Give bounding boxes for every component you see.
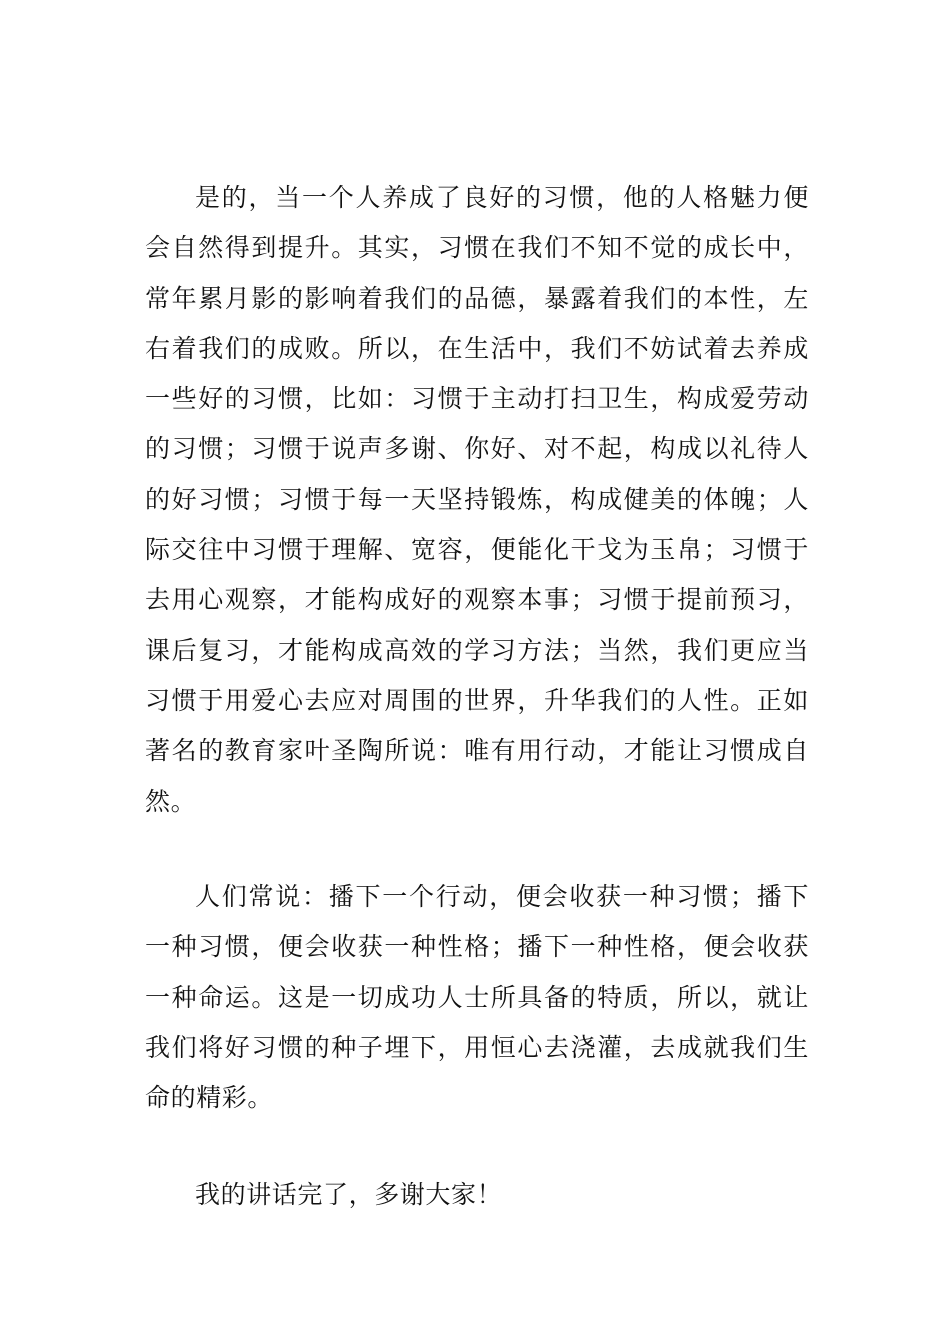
paragraph-saying: 人们常说：播下一个行动，便会收获一种习惯；播下一种习惯，便会收获一种性格；播下一种性格，便会收获一种命运。这是一切成功人士所具备的特质，所以，就让我们将好习惯的种子埋下，用恒心去浇灌，去成就我们生命的精彩。	[145, 882, 809, 1113]
paragraph-habits: 是的，当一个人养成了良好的习惯，他的人格魅力便会自然得到提升。其实，习惯在我们不知不觉的成长中，常年累月影的影响着我们的品德，暴露着我们的本性，左右着我们的成败。所以，在生活中，我们不妨试着去养成一些好的习惯，比如：习惯于主动打扫卫生，构成爱劳动的习惯；习惯于说声多谢、你好、对不起，构成以礼待人的好习惯；习惯于每一天坚持锻炼，构成健美的体魄；人际交往中习惯于理解、宽容，便能化干戈为玉帛；习惯于去用心观察，才能构成好的观察本事；习惯于提前预习，课后复习，才能构成高效的学习方法；当然，我们更应当习惯于用爱心去应对周围的世界，升华我们的人性。正如著名的教育家叶圣陶所说：唯有用行动，才能让习惯成自然。	[145, 183, 809, 816]
paragraph-closing: 我的讲话完了，多谢大家！	[195, 1180, 503, 1209]
